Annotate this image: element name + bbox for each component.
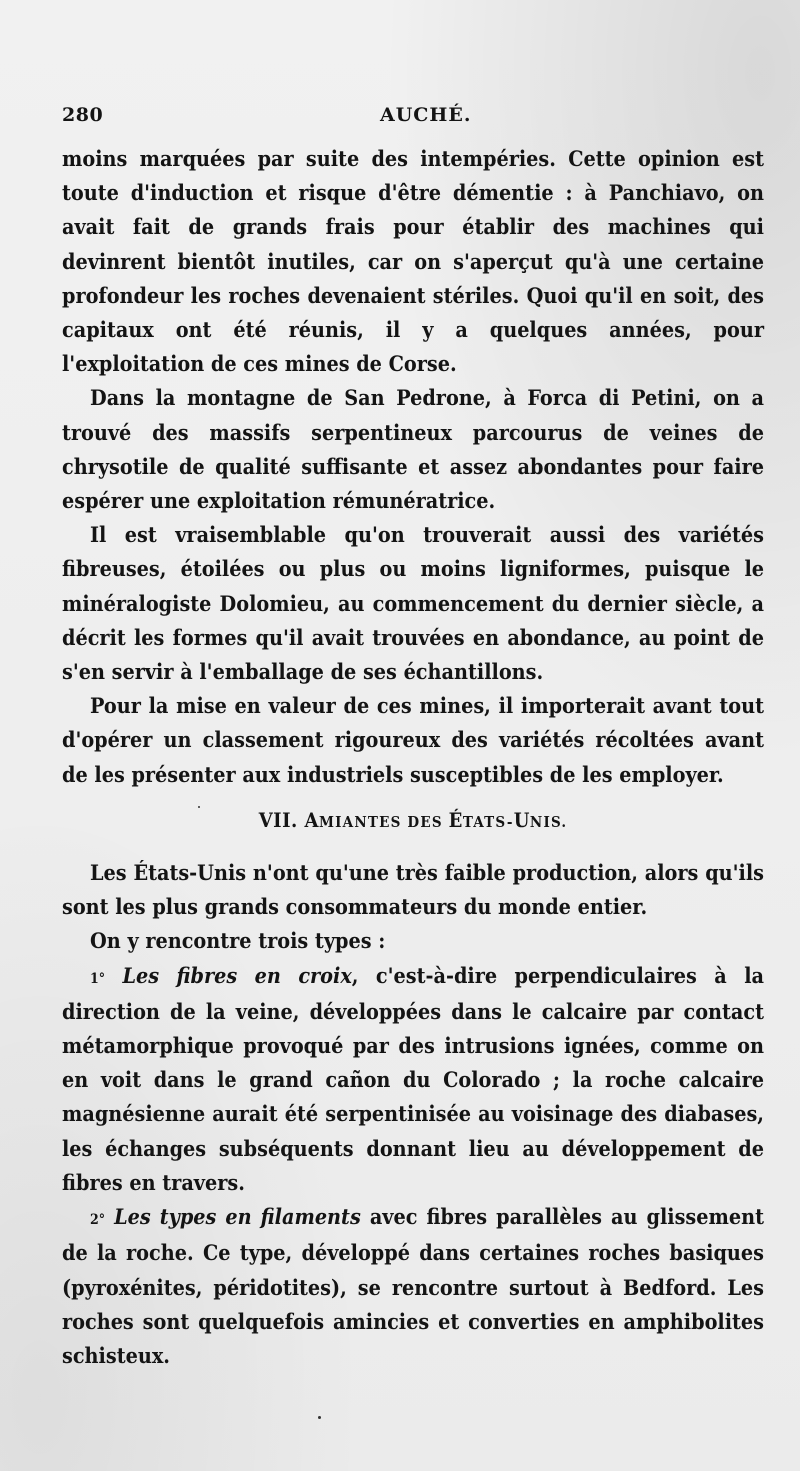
- running-head: AUCHÉ.: [380, 104, 472, 126]
- section-heading: [62, 803, 764, 839]
- section-number: VII.: [258, 807, 298, 832]
- print-speck: [318, 1416, 321, 1419]
- section-title-cap-3: U: [513, 807, 530, 832]
- page-text: [62, 143, 764, 1374]
- list-item-number: 2°: [90, 1212, 106, 1229]
- section-title-cap-2: É: [448, 807, 463, 832]
- list-item-title: Les fibres en croix: [122, 963, 352, 989]
- section-title-smallcaps-2: TATS-: [462, 812, 514, 831]
- section-title-cap-1: A: [304, 807, 319, 832]
- list-item-title: Les types en filaments: [114, 1205, 361, 1231]
- page-header: [62, 104, 762, 134]
- list-item-text: , c'est-à-dire perpendiculaires à la direction de la veine, développées dans le calcaire par contact métamorphique provoqué par des intrusions ignées, comme on en voit dans le grand cañon du Colorado ; la roche calcaire magnésienne aurait été serpentinisée au voisinage des diabases, les échanges subséquents donnant lieu au développement de fibres en travers.: [62, 963, 764, 1196]
- section-title-smallcaps-1: MIANTES DES: [319, 812, 449, 831]
- list-item-text: avec fibres parallèles au glissement de la roche. Ce type, développé dans certaines roches basiques (pyroxénites, péridotites), se rencontre surtout à Bedford. Les roches sont quelquefois amincies et converties en amphibolites schisteux.: [62, 1205, 764, 1369]
- list-item-fibres-en-croix: [62, 960, 764, 1201]
- paragraph-continuation: moins marquées par suite des intempéries. Cette opinion est toute d'induction et risque d'être démentie : à Panchiavo, on avait fait de grands frais pour établir des machines qui devinrent bientôt inutiles, car on s'aperçut qu'à une certaine profondeur les roches devenaient stériles. Quoi qu'il en soit, des capitaux ont été réunis, il y a quelques années, pour l'exploitation de ces mines de Corse.: [62, 147, 764, 378]
- list-item-filaments: [62, 1201, 764, 1374]
- paragraph-trois-types: On y rencontre trois types :: [90, 929, 386, 955]
- paragraph-mise-en-valeur: Pour la mise en valeur de ces mines, il importerait avant tout d'opérer un classement rigoureux des variétés récoltées avant de les présenter aux industriels susceptibles de les employer.: [62, 694, 764, 788]
- page-number: 280: [62, 104, 104, 126]
- print-speck: [198, 806, 200, 808]
- paragraph-san-pedrone: Dans la montagne de San Pedrone, à Forca di Petini, on a trouvé des massifs serpentineux parcourus de veines de chrysotile de qualité suffisante et assez abondantes pour faire espérer une exploitation rémunératrice.: [62, 386, 764, 515]
- list-item-number: 1°: [90, 970, 106, 987]
- paragraph-dolomieu: Il est vraisemblable qu'on trouverait aussi des variétés fibreuses, étoilées ou plus ou moins ligniformes, puisque le minéralogiste Dolomieu, au commencement du dernier siècle, a décrit les formes qu'il avait trouvées en abondance, au point de s'en servir à l'emballage de ses échantillons.: [62, 523, 764, 686]
- paragraph-production: Les États-Unis n'ont qu'une très faible production, alors qu'ils sont les plus grands consommateurs du monde entier.: [62, 861, 764, 921]
- section-title-smallcaps-3: NIS.: [529, 812, 568, 831]
